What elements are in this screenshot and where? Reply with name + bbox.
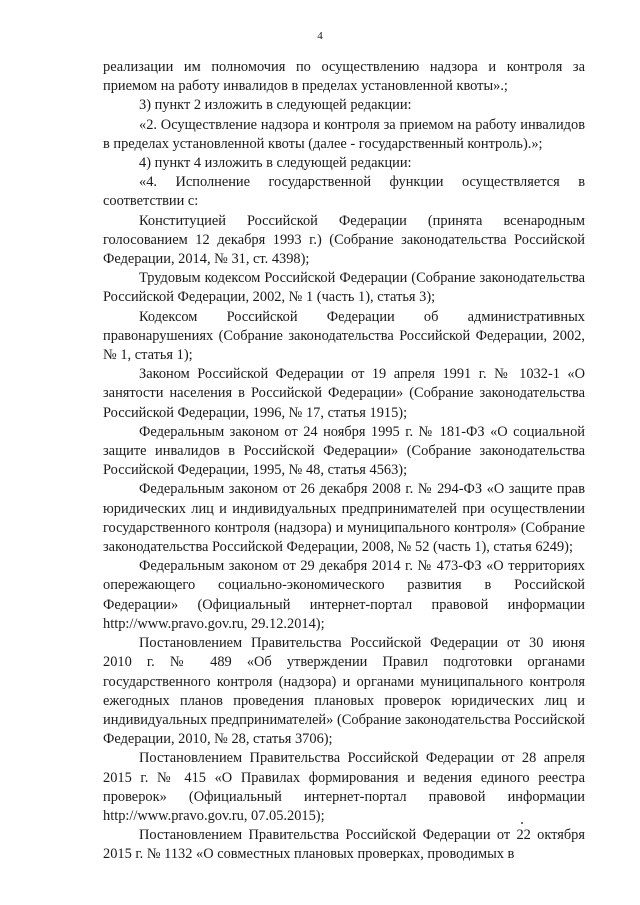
paragraph: Постановлением Правительства Российской Федерации от 22 октября 2015 г. № 1132 «О совместных плановых проверках, проводимых в: [103, 827, 585, 863]
paragraph: 3) пункт 2 изложить в следующей редакции:: [139, 97, 412, 114]
paragraph: реализации им полномочия по осуществлению надзора и контроля за приемом на работу инвалидов в пределах установленной квоты».;: [103, 59, 585, 95]
page-number: 4: [317, 30, 323, 42]
paragraph: Трудовым кодексом Российской Федерации (Собрание законодательства Российской Федерации, 2002, № 1 (часть 1), статья 3);: [103, 270, 585, 306]
paragraph: «4. Исполнение государственной функции осуществляется в соответствии с:: [103, 174, 585, 210]
paragraph: Постановлением Правительства Российской Федерации от 28 апреля 2015 г. № 415 «О Правилах формирования и ведения единого реестра проверок» (Официальный интернет-портал правовой информации http://www.pravo.gov.ru, 07.05.2015);: [103, 750, 585, 824]
paragraph: «2. Осуществление надзора и контроля за приемом на работу инвалидов в пределах установленной квоты (далее - государственный контроль).»;: [103, 116, 585, 152]
scan-speck: [521, 822, 523, 824]
document-body: [103, 58, 585, 865]
paragraph: Федеральным законом от 26 декабря 2008 г. № 294-ФЗ «О защите прав юридических лиц и индивидуальных предпринимателей при осуществлении государственного контроля (надзора) и муниципального контроля» (Собрание законодательства Российской Федерации, 2008, № 52 (часть 1), статья 6249);: [103, 481, 585, 556]
paragraph: Законом Российской Федерации от 19 апреля 1991 г. № 1032-1 «О занятости населения в Российской Федерации» (Собрание законодательства Российской Федерации, 1996, № 17, статья 1915);: [103, 366, 585, 421]
paragraph: Федеральным законом от 29 декабря 2014 г. № 473-ФЗ «О территориях опережающего социально-экономического развития в Российской Федерации» (Официальный интернет-портал правовой информации http://www.pravo.gov.ru, 29.12.2014);: [103, 558, 585, 632]
paragraph: Постановлением Правительства Российской Федерации от 30 июня 2010 г. № 489 «Об утверждении Правил подготовки органами государственного контроля (надзора) и органами муниципального контроля ежегодных планов проведения плановых проверок юридических лиц и индивидуальных предпринимателей» (Собрание законодательства Российской Федерации, 2010, № 28, статья 3706);: [103, 635, 585, 748]
paragraph: Кодексом Российской Федерации об административных правонарушениях (Собрание законодательства Российской Федерации, 2002, № 1, статья 1);: [103, 308, 585, 364]
paragraph: Федеральным законом от 24 ноября 1995 г. № 181-ФЗ «О социальной защите инвалидов в Российской Федерации» (Собрание законодательства Российской Федерации, 1995, № 48, статья 4563);: [103, 423, 585, 479]
paragraph: 4) пункт 4 изложить в следующей редакции:: [139, 155, 412, 172]
paragraph: Конституцией Российской Федерации (принята всенародным голосованием 12 декабря 1993 г.) (Собрание законодательства Российской Федерации, 2014, № 31, ст. 4398);: [103, 212, 585, 268]
